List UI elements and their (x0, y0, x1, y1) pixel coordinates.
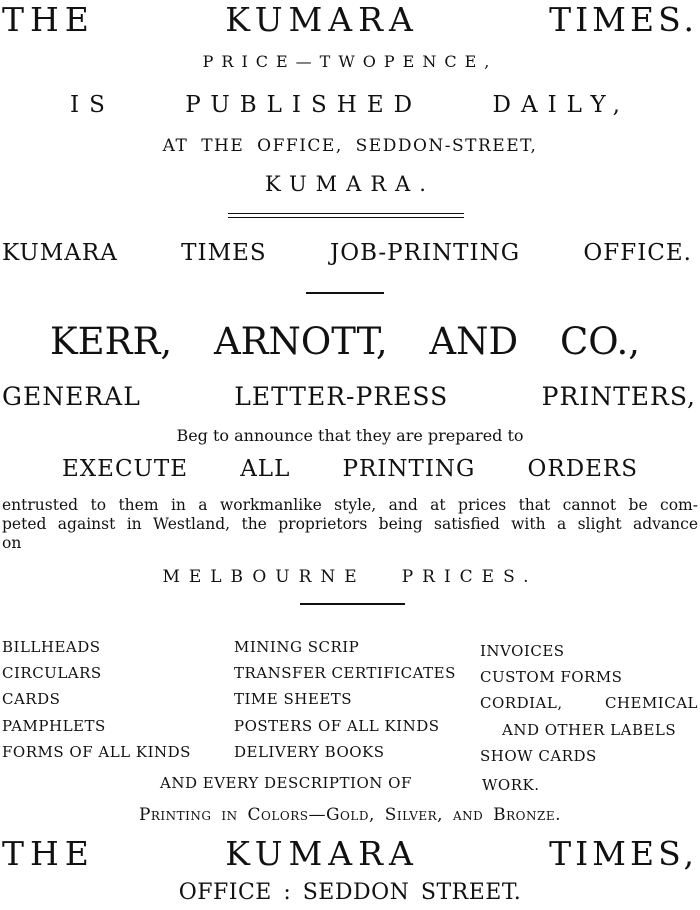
job-office-word: OFFICE. (583, 240, 692, 266)
trade-word: LETTER-PRESS (234, 382, 449, 411)
trade-word: PRINTERS, (541, 382, 696, 411)
short-rule (300, 603, 405, 605)
published-word: IS (70, 92, 115, 118)
firm-line (0, 320, 700, 363)
list-item (480, 690, 698, 716)
job-office-word: JOB-PRINTING (330, 240, 521, 266)
masthead-bottom (0, 834, 700, 873)
execute-word: EXECUTE (62, 456, 189, 482)
masthead-word: THE (2, 834, 95, 873)
list-item: INVOICES (480, 642, 565, 660)
execute-word: PRINTING (342, 456, 476, 482)
body-line: entrusted to them in a workmanlike style, and at prices that cannot be com- (2, 496, 698, 514)
town-line: KUMARA. (265, 172, 435, 196)
list-item: BILLHEADS (2, 638, 101, 656)
list-item: MINING SCRIP (234, 638, 360, 656)
list-item: PAMPHLETS (2, 716, 106, 735)
list-item: SHOW CARDS (480, 746, 597, 765)
firm-word: ARNOTT, (213, 320, 388, 363)
every-description: AND EVERY DESCRIPTION OF (160, 774, 412, 792)
list-item: TIME SHEETS (234, 690, 353, 709)
price-line: PRICE—TWOPENCE, (202, 52, 498, 71)
list-column-2 (234, 634, 456, 765)
colors-line: Printing in Colors—Gold, Silver, and Bronze. (138, 805, 562, 825)
masthead-word: TIMES, (549, 834, 698, 873)
list-item: AND OTHER LABELS (502, 720, 677, 739)
execute-line (0, 456, 700, 482)
double-rule-bottom (228, 217, 464, 218)
list-item: FORMS OF ALL KINDS (2, 742, 191, 761)
firm-word: AND (429, 320, 519, 363)
melbourne-word: PRICES. (401, 567, 538, 587)
list-item: TRANSFER CERTIFICATES (234, 664, 456, 683)
list-item: POSTERS OF ALL KINDS (234, 716, 440, 735)
list-item: DELIVERY BOOKS (234, 742, 385, 761)
published-word: PUBLISHED (185, 92, 423, 118)
execute-word: ORDERS (527, 456, 638, 482)
office-bottom-line: OFFICE : SEDDON STREET. (178, 880, 522, 905)
published-line (0, 92, 700, 118)
announce-line: Beg to announce that they are prepared to (176, 426, 524, 445)
published-word: DAILY, (492, 92, 630, 118)
execute-word: ALL (240, 456, 291, 482)
masthead-word: KUMARA (225, 834, 419, 873)
masthead-word: THE (2, 0, 95, 39)
list-item-part: CORDIAL, (480, 694, 563, 713)
list-column-1 (2, 634, 191, 765)
list-item: CARDS (2, 690, 61, 709)
masthead-top (0, 0, 700, 39)
trade-word: GENERAL (2, 382, 141, 411)
body-paragraph (0, 496, 700, 553)
melbourne-word: MELBOURNE (162, 567, 366, 587)
job-office-word: KUMARA (2, 240, 118, 266)
double-rule-top (228, 213, 464, 214)
list-column-3 (480, 638, 698, 769)
job-office-line (0, 240, 700, 266)
trade-line (0, 382, 700, 411)
body-line: peted against in Westland, the proprietors being satisfied with a slight advance (2, 515, 698, 533)
list-item: CUSTOM FORMS (480, 668, 623, 687)
list-item-part: CHEMICAL (604, 694, 698, 713)
job-office-word: TIMES (181, 240, 267, 266)
list-item: CIRCULARS (2, 664, 102, 683)
masthead-word: TIMES. (549, 0, 698, 39)
masthead-word: KUMARA (225, 0, 419, 39)
body-line: on (2, 534, 22, 552)
short-rule (306, 292, 384, 294)
office-line: AT THE OFFICE, SEDDON-STREET, (162, 136, 538, 156)
firm-word: KERR, (50, 320, 173, 363)
melbourne-line (0, 567, 700, 587)
every-description-end: WORK. (482, 776, 540, 794)
firm-word: CO., (560, 320, 640, 363)
